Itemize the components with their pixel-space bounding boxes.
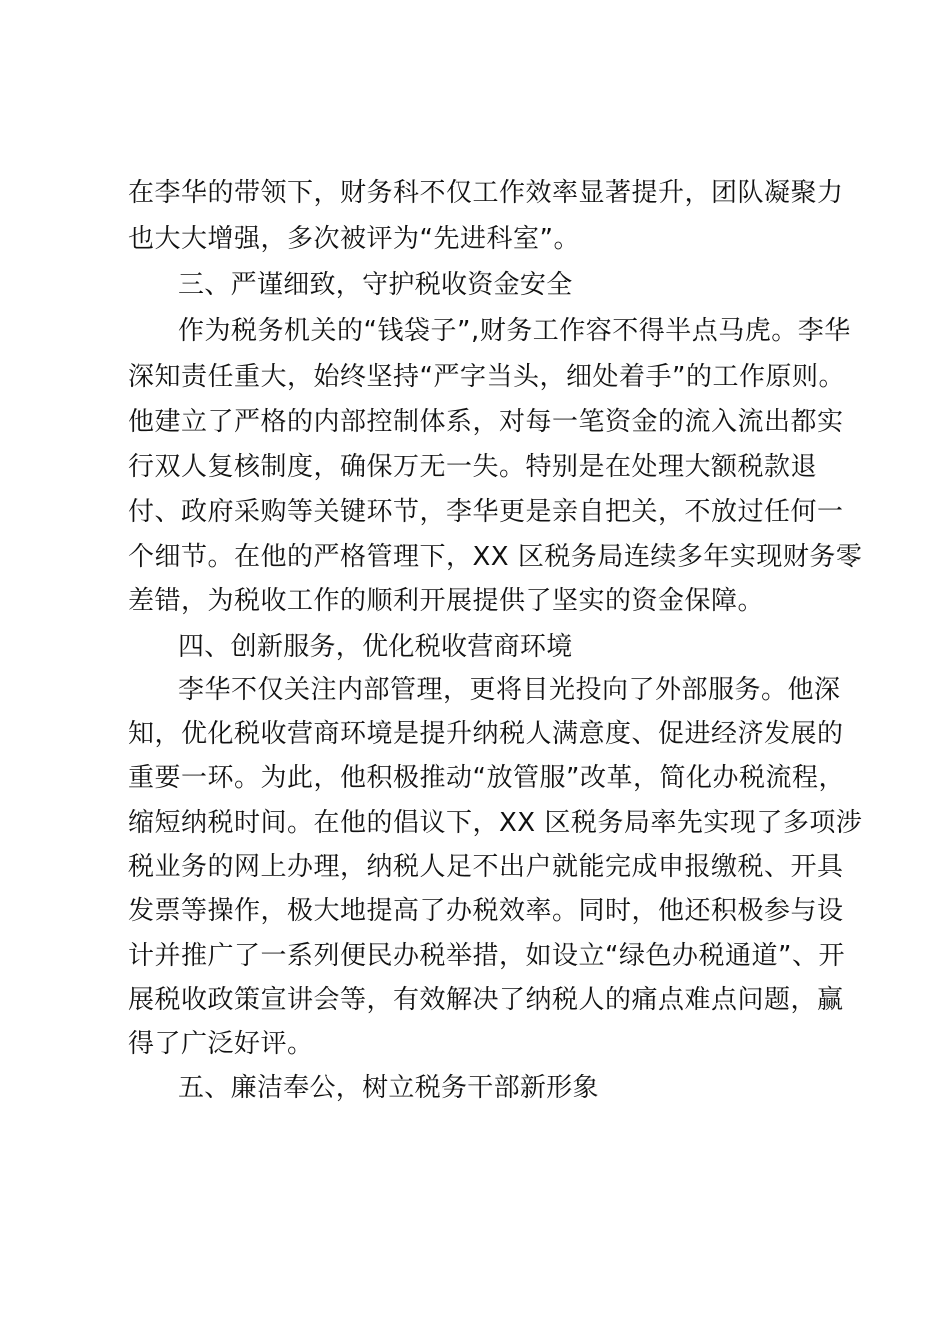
paragraph-line: 在李华的带领下，财务科不仅工作效率显著提升，团队凝聚力	[128, 178, 844, 208]
paragraph-line: 也大大增强，多次被评为“先进科室”。	[128, 224, 580, 254]
paragraph-line: 付、政府采购等关键环节，李华更是亲自把关，不放过任何一	[128, 497, 844, 527]
paragraph-line: 差错，为税收工作的顺利开展提供了坚实的资金保障。	[128, 586, 765, 616]
section-heading: 三、严谨细致，守护税收资金安全	[178, 270, 573, 300]
paragraph-line: 行双人复核制度，确保万无一失。特别是在处理大额税款退	[128, 452, 818, 482]
paragraph-line: 展税收政策宣讲会等，有效解决了纳税人的痛点难点问题，赢	[128, 985, 844, 1015]
paragraph-line: 税业务的网上办理，纳税人足不出户就能完成申报缴税、开具	[128, 852, 844, 882]
paragraph-line: 他建立了严格的内部控制体系，对每一笔资金的流入流出都实	[128, 407, 844, 437]
paragraph-line: 发票等操作，极大地提高了办税效率。同时，他还积极参与设	[128, 896, 844, 926]
paragraph-line: 作为税务机关的“钱袋子”,财务工作容不得半点马虎。李华	[178, 316, 851, 346]
paragraph-line: 缩短纳税时间。在他的倡议下，XX 区税务局率先实现了多项涉	[128, 808, 863, 838]
paragraph-line: 知，优化税收营商环境是提升纳税人满意度、促进经济发展的	[128, 719, 844, 749]
paragraph-line: 李华不仅关注内部管理，更将目光投向了外部服务。他深	[178, 675, 841, 705]
paragraph-line: 个细节。在他的严格管理下，XX 区税务局连续多年实现财务零	[128, 542, 863, 572]
paragraph-line: 得了广泛好评。	[128, 1029, 314, 1059]
section-heading: 五、廉洁奉公，树立税务干部新形象	[178, 1073, 599, 1103]
paragraph-line: 重要一环。为此，他积极推动“放管服”改革，简化办税流程，	[128, 763, 845, 793]
paragraph-line: 计并推广了一系列便民办税举措，如设立“绿色办税通道”、开	[128, 941, 845, 971]
paragraph-line: 深知责任重大，始终坚持“严字当头，细处着手”的工作原则。	[128, 362, 845, 392]
section-heading: 四、创新服务，优化税收营商环境	[178, 632, 573, 662]
